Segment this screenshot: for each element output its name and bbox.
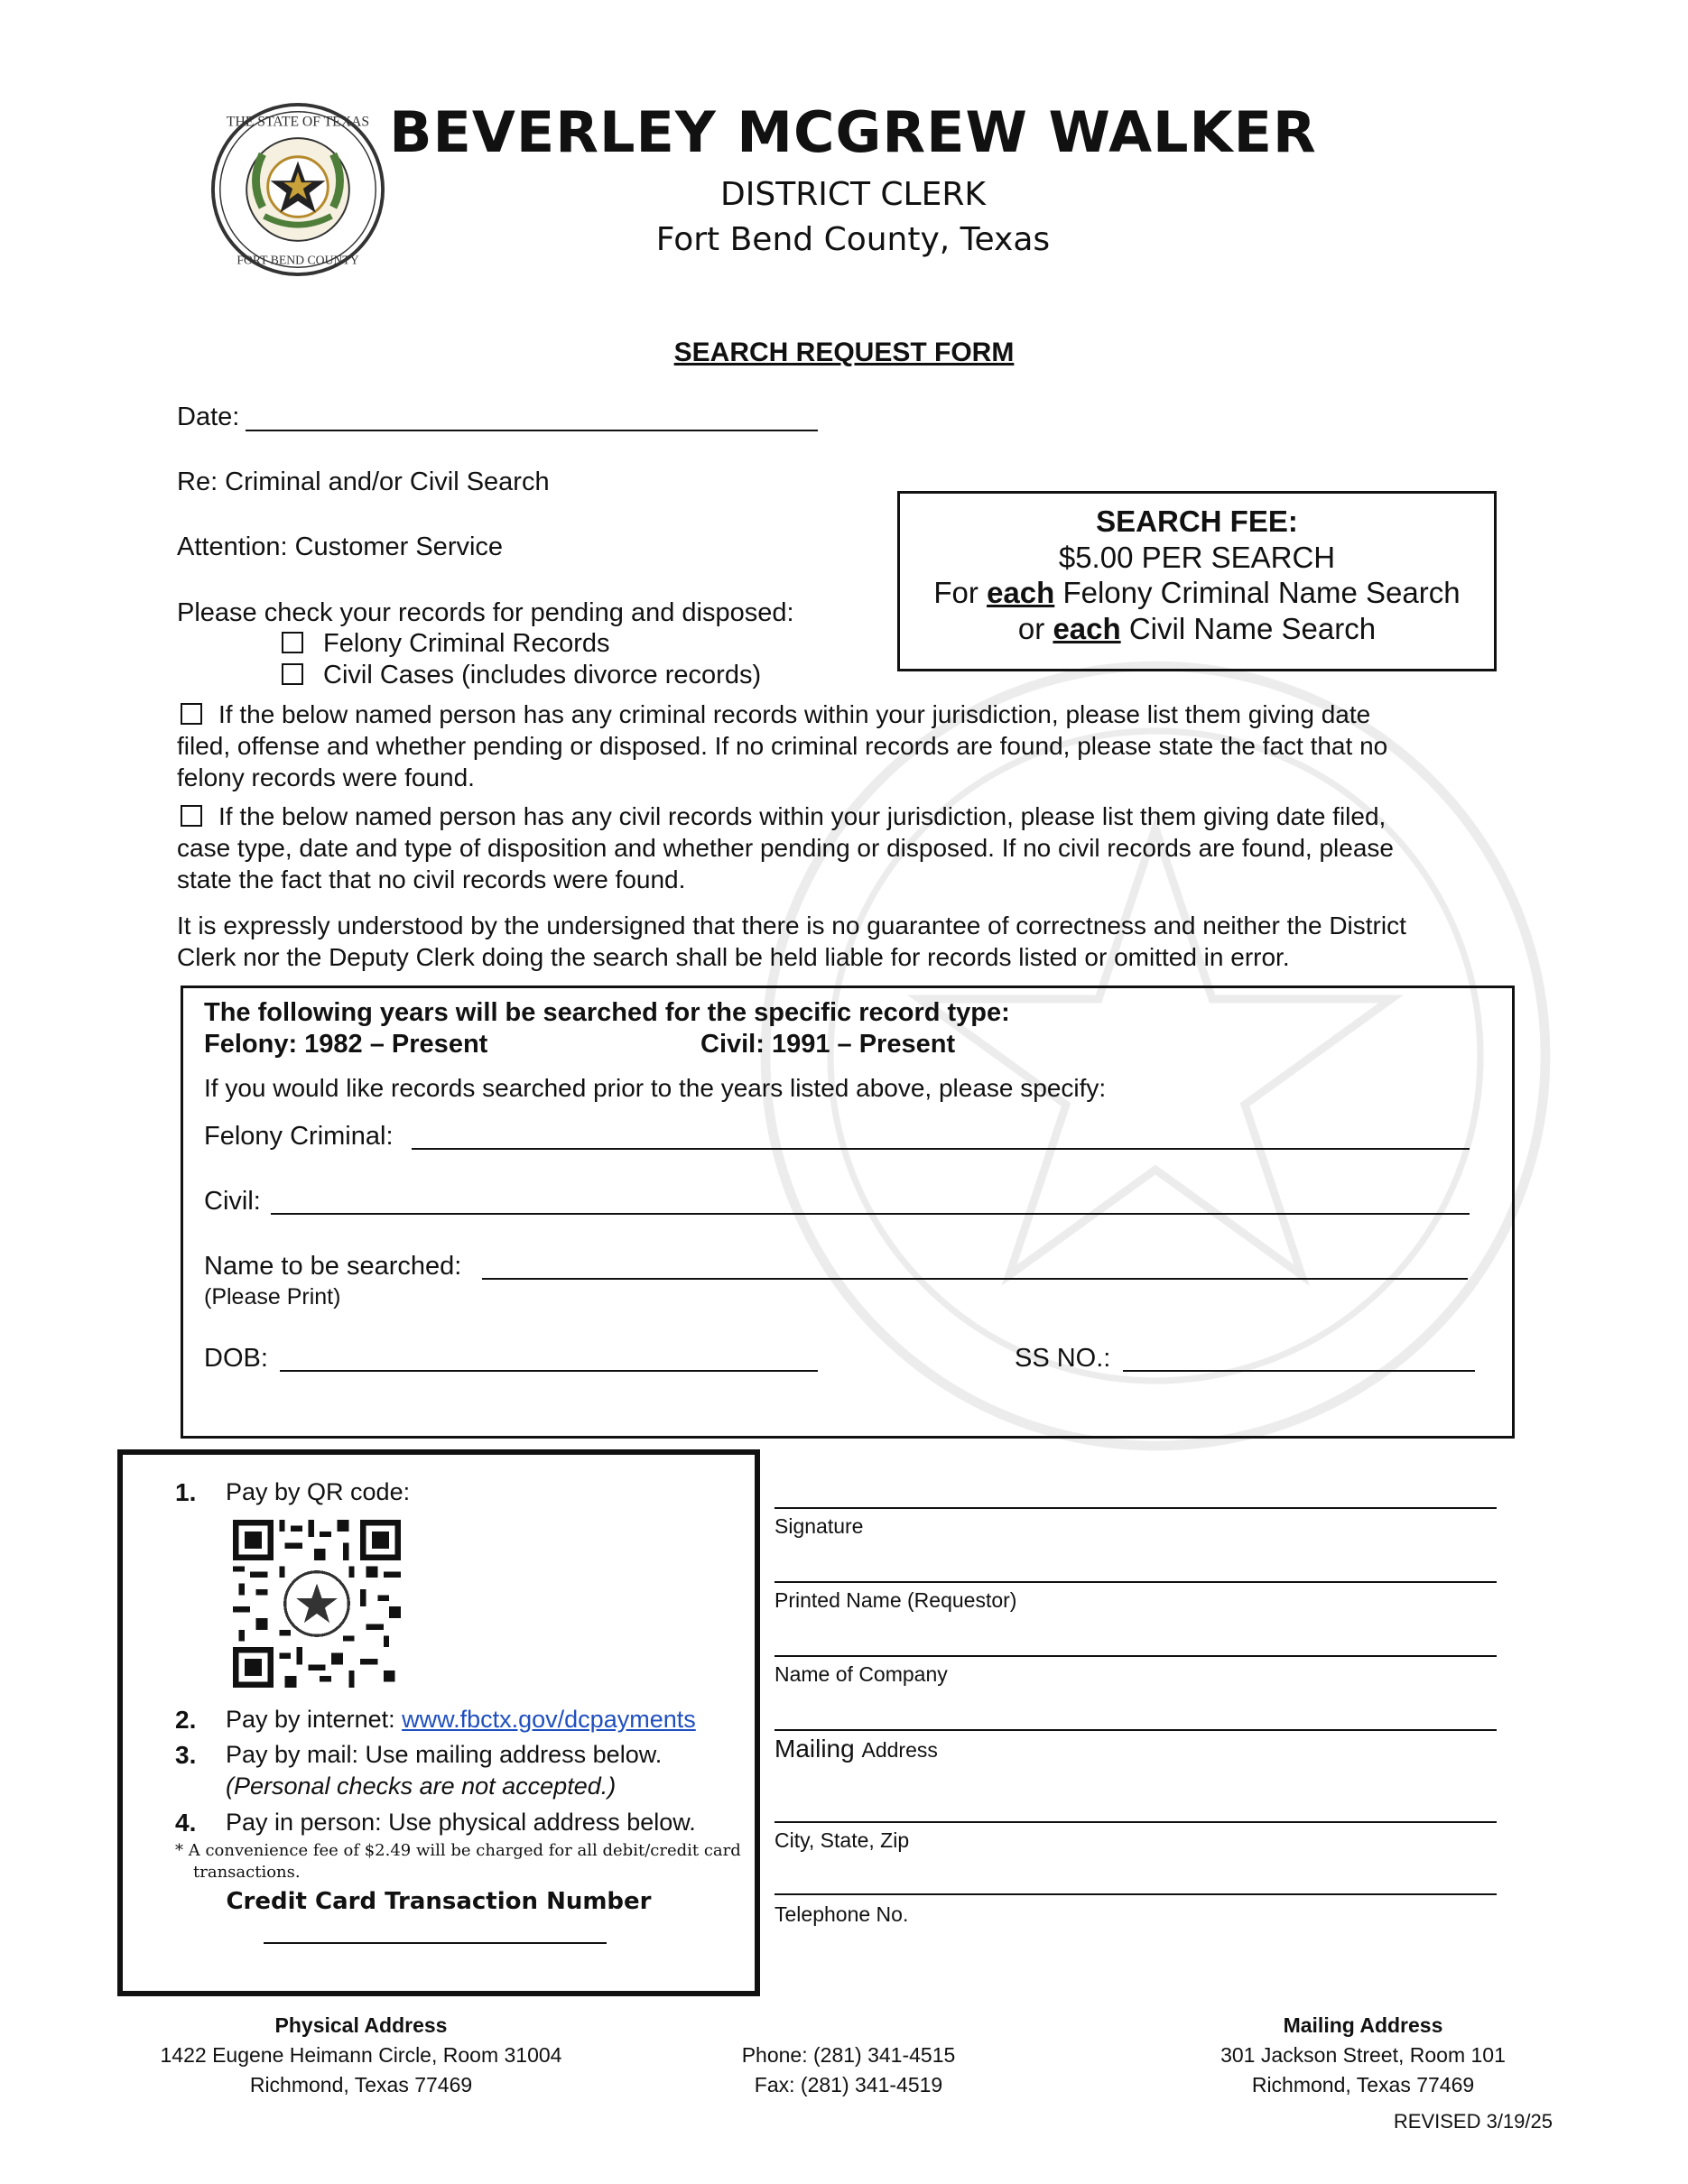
convenience-fee-note-2: transactions. xyxy=(193,1863,301,1882)
mailing-address: Mailing Address 301 Jackson Street, Room 101 Richmond, Texas 77469 xyxy=(1220,2013,1506,2096)
personal-checks-note: (Personal checks are not accepted.) xyxy=(226,1772,617,1800)
cc-transaction-label: Credit Card Transaction Number xyxy=(226,1888,652,1915)
ss-field[interactable] xyxy=(1123,1370,1475,1372)
pay-item-1-num: 1. xyxy=(175,1478,197,1506)
telephone-field[interactable] xyxy=(774,1893,1497,1895)
pay-item-1-text: Pay by QR code: xyxy=(226,1478,411,1505)
civil-cases-label: Civil Cases (includes divorce records) xyxy=(323,661,762,689)
pay-item-4-num: 4. xyxy=(175,1809,197,1837)
printed-name-field[interactable] xyxy=(774,1581,1497,1583)
pay-item-3-num: 3. xyxy=(175,1741,197,1769)
seal-text-top: THE STATE OF TEXAS xyxy=(226,114,370,130)
revised-date: REVISED 3/19/25 xyxy=(1393,2110,1553,2133)
prior-years-prompt: If you would like records searched prior to the years listed above, please specify: xyxy=(204,1074,1107,1102)
ss-label: SS NO.: xyxy=(1015,1344,1111,1373)
form-heading: SEARCH REQUEST FORM xyxy=(673,338,1015,367)
mailing-address-label: Mailing Address xyxy=(774,1735,938,1763)
convenience-fee-note-1: * A convenience fee of $2.49 will be charged for all debit/credit card xyxy=(175,1841,741,1860)
payments-link[interactable]: www.fbctx.gov/dcpayments xyxy=(402,1706,696,1733)
dob-label: DOB: xyxy=(204,1344,268,1373)
city-state-zip-label: City, State, Zip xyxy=(774,1828,910,1852)
contact-numbers: Phone: (281) 341-4515 Fax: (281) 341-4519 xyxy=(741,2043,956,2096)
felony-criminal-field[interactable] xyxy=(412,1148,1470,1150)
date-label: Date: xyxy=(177,403,240,431)
check-prompt: Please check your records for pending and disposed: xyxy=(177,598,794,627)
civil-field[interactable] xyxy=(271,1213,1470,1215)
company-field[interactable] xyxy=(774,1655,1497,1657)
name-searched-field[interactable] xyxy=(482,1278,1468,1280)
clerk-name: BEVERLEY MCGREW WALKER xyxy=(389,99,1317,165)
civil-paragraph: If the below named person has any civil records within your jurisdiction, please list them giving date filed, case type, date and type of disposition and whether pending or disposed. If no civil records are found, please state the fact that no civil records were found. xyxy=(177,802,1394,893)
criminal-paragraph: If the below named person has any criminal records within your jurisdiction, please list them giving date filed, offense and whether pending or disposed. If no criminal records are found, please state the fact that no felony records were found. xyxy=(177,700,1388,791)
attention-line: Attention: Customer Service xyxy=(177,532,504,561)
cc-transaction-field[interactable] xyxy=(264,1942,607,1944)
company-label: Name of Company xyxy=(774,1662,948,1686)
fee-title: SEARCH FEE: xyxy=(1096,504,1298,538)
date-field[interactable] xyxy=(246,430,818,431)
pay-item-3-text: Pay by mail: Use mailing address below. xyxy=(226,1741,663,1768)
please-print-note: (Please Print) xyxy=(204,1284,341,1309)
qr-code-icon[interactable] xyxy=(233,1520,401,1688)
pay-item-2-num: 2. xyxy=(175,1706,197,1734)
search-fee-box xyxy=(897,491,1497,671)
signature-label: Signature xyxy=(774,1514,864,1538)
mailing-address-field[interactable] xyxy=(774,1729,1497,1731)
felony-records-label: Felony Criminal Records xyxy=(323,629,610,658)
telephone-label: Telephone No. xyxy=(774,1902,909,1926)
clerk-title: DISTRICT CLERK xyxy=(720,176,986,213)
seal-text-bottom: FORT BEND COUNTY xyxy=(237,253,359,267)
years-heading: The following years will be searched for the specific record type: xyxy=(204,998,1010,1027)
felony-criminal-label: Felony Criminal: xyxy=(204,1122,394,1151)
fee-line-felony: For each Felony Criminal Name Search xyxy=(933,576,1461,609)
physical-address: Physical Address 1422 Eugene Heimann Circle, Room 31004 Richmond, Texas 77469 xyxy=(160,2013,562,2096)
re-line: Re: Criminal and/or Civil Search xyxy=(177,467,550,496)
city-state-zip-field[interactable] xyxy=(774,1821,1497,1823)
civil-label: Civil: xyxy=(204,1187,261,1216)
felony-records-checkbox[interactable] xyxy=(282,632,303,653)
felony-years: Felony: 1982 – Present xyxy=(204,1030,488,1059)
disclaimer: It is expressly understood by the undersigned that there is no guarantee of correctness and neither the District Clerk nor the Deputy Clerk doing the search shall be held liable for records listed or omitted in error. xyxy=(177,912,1406,971)
dob-field[interactable] xyxy=(280,1370,818,1372)
pay-item-4-text: Pay in person: Use physical address below. xyxy=(226,1809,696,1836)
name-searched-label: Name to be searched: xyxy=(204,1252,462,1281)
civil-cases-checkbox[interactable] xyxy=(282,663,303,685)
fee-price: $5.00 PER SEARCH xyxy=(1058,541,1336,574)
civil-years: Civil: 1991 – Present xyxy=(700,1030,956,1059)
printed-name-label: Printed Name (Requestor) xyxy=(774,1588,1017,1612)
pay-item-2: Pay by internet: www.fbctx.gov/dcpayments xyxy=(226,1706,696,1733)
fee-line-civil: or each Civil Name Search xyxy=(1017,612,1377,645)
county-name: Fort Bend County, Texas xyxy=(655,221,1051,258)
signature-field[interactable] xyxy=(774,1507,1497,1509)
